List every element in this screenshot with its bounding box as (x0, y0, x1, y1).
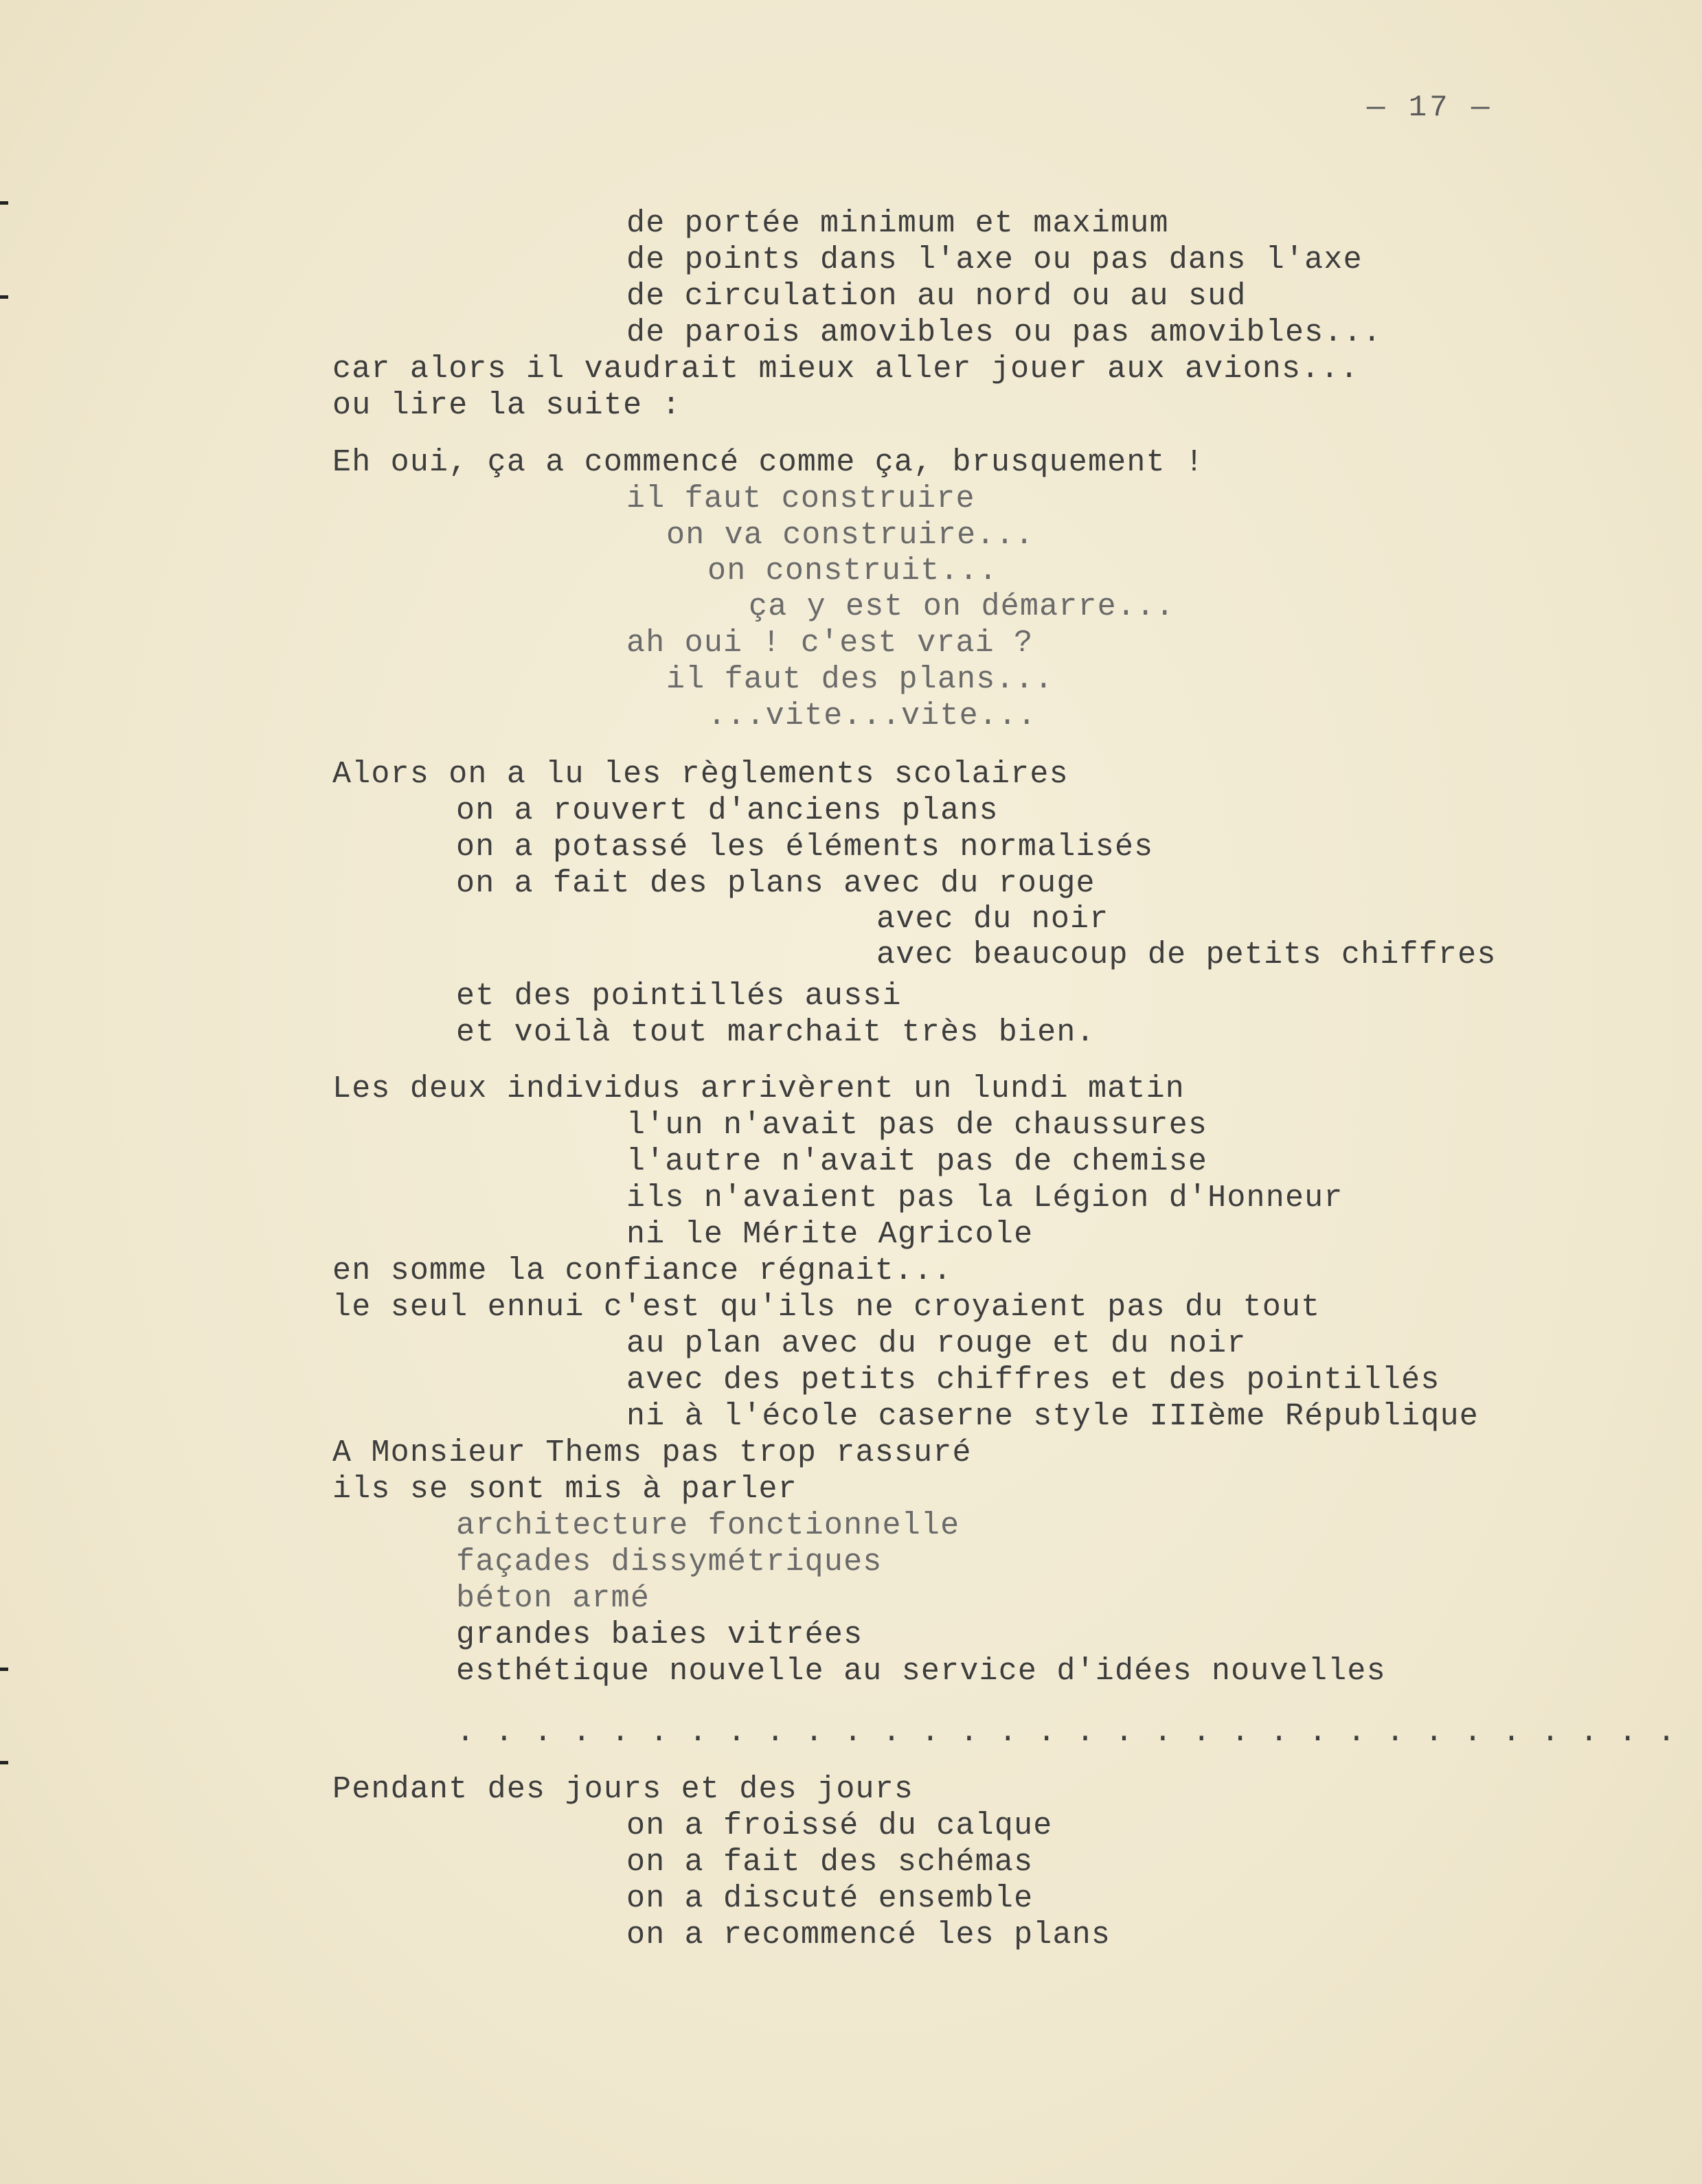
text-line: car alors il vaudrait mieux aller jouer aux avions... (332, 352, 1359, 387)
text-line: on a fait des schémas (626, 1845, 1034, 1880)
text-line: on a fait des plans avec du rouge (456, 866, 1096, 901)
text-line: ni le Mérite Agricole (626, 1217, 1034, 1252)
text-line: il faut construire (626, 481, 975, 516)
text-line: on a recommencé les plans (626, 1918, 1111, 1953)
text-line: façades dissymétriques (456, 1545, 883, 1580)
text-line: grandes baies vitrées (456, 1617, 863, 1652)
text-line: on a discuté ensemble (626, 1881, 1034, 1916)
dotted-separator: . . . . . . . . . . . . . . . . . . . . . . . . . . . . . . . . (456, 1715, 1677, 1750)
text-line: béton armé (456, 1581, 650, 1616)
text-line: avec beaucoup de petits chiffres (876, 937, 1497, 972)
text-line: avec des petits chiffres et des pointillés (626, 1363, 1440, 1398)
text-line: Alors on a lu les règlements scolaires (332, 757, 1069, 792)
text-line: ah oui ! c'est vrai ? (626, 626, 1034, 661)
text-line: de parois amovibles ou pas amovibles... (626, 315, 1382, 350)
page-number: — 17 — (1367, 91, 1493, 125)
text-line: et voilà tout marchait très bien. (456, 1015, 1096, 1050)
text-line: l'un n'avait pas de chaussures (626, 1108, 1208, 1143)
text-line: de points dans l'axe ou pas dans l'axe (626, 242, 1363, 277)
text-line: Les deux individus arrivèrent un lundi matin (332, 1071, 1185, 1106)
text-line: l'autre n'avait pas de chemise (626, 1144, 1208, 1179)
text-line: le seul ennui c'est qu'ils ne croyaient pas du tout (332, 1290, 1321, 1325)
text-line: et des pointillés aussi (456, 979, 902, 1014)
text-line: Eh oui, ça a commencé comme ça, brusquement ! (332, 445, 1205, 480)
text-line: ils se sont mis à parler (332, 1472, 797, 1507)
text-line: ils n'avaient pas la Légion d'Honneur (626, 1181, 1343, 1216)
text-line: ça y est on démarre... (749, 589, 1175, 624)
text-line: Pendant des jours et des jours (332, 1772, 914, 1807)
text-line: on a froissé du calque (626, 1808, 1053, 1843)
text-line: on va construire... (666, 518, 1034, 553)
text-line: on a rouvert d'anciens plans (456, 793, 999, 828)
text-line: de portée minimum et maximum (626, 206, 1169, 241)
text-line: il faut des plans... (666, 662, 1054, 697)
text-line: au plan avec du rouge et du noir (626, 1326, 1247, 1361)
text-line: ni à l'école caserne style IIIème République (626, 1399, 1479, 1434)
text-line: en somme la confiance régnait... (332, 1253, 953, 1288)
text-line: on construit... (707, 554, 999, 589)
text-line: A Monsieur Thems pas trop rassuré (332, 1435, 972, 1470)
text-line: ou lire la suite : (332, 388, 681, 423)
text-line: architecture fonctionnelle (456, 1508, 960, 1543)
text-line: avec du noir (876, 902, 1109, 937)
text-line: esthétique nouvelle au service d'idées nouvelles (456, 1654, 1386, 1689)
text-line: ...vite...vite... (707, 698, 1037, 733)
text-line: de circulation au nord ou au sud (626, 279, 1247, 314)
text-line: on a potassé les éléments normalisés (456, 830, 1154, 865)
